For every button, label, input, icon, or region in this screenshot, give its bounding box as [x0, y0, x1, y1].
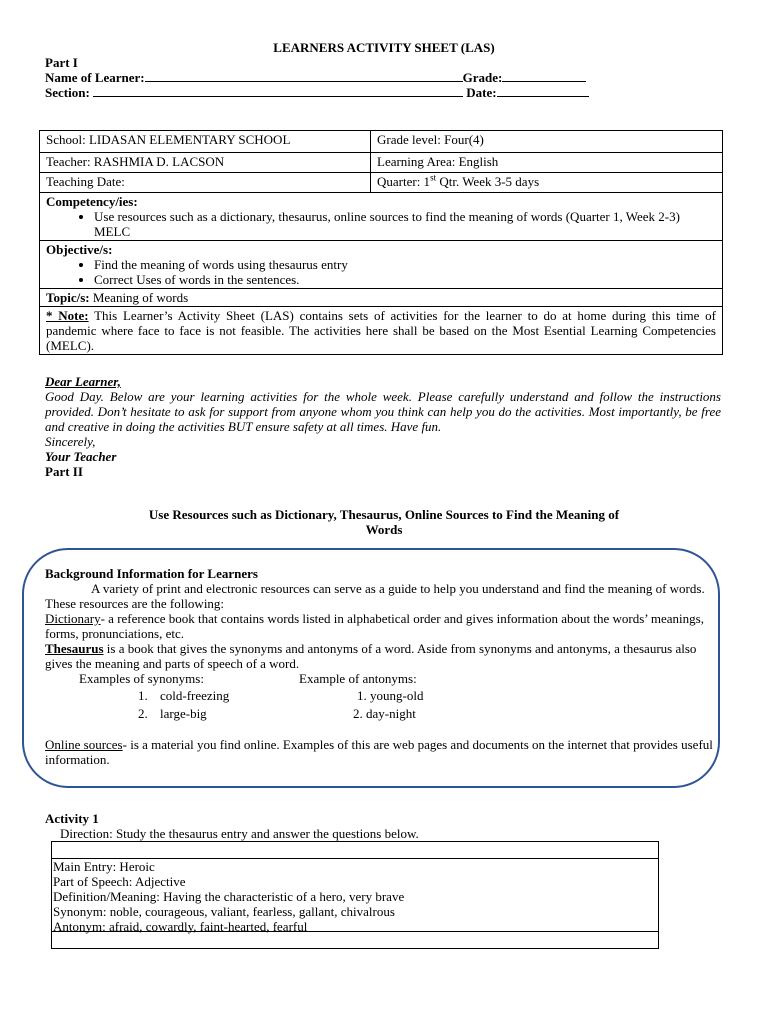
topic-value: Meaning of words [89, 290, 189, 305]
name-label: Name of Learner: [45, 70, 145, 85]
topic-cell [40, 289, 723, 307]
page-title: LEARNERS ACTIVITY SHEET (LAS) [273, 40, 495, 55]
section-blank[interactable] [93, 85, 463, 97]
name-blank[interactable] [145, 70, 463, 82]
competency-list [46, 209, 716, 239]
entry-line: Part of Speech: Adjective [53, 874, 186, 889]
synonyms-label: Examples of synonyms: [79, 671, 204, 686]
activity-direction: Direction: Study the thesaurus entry and answer the questions below. [60, 826, 419, 841]
entry-line: Main Entry: Heroic [53, 859, 155, 874]
part-two-label: Part II [45, 464, 83, 479]
letter-greeting: Dear Learner, [45, 374, 121, 389]
part-one-label: Part I [45, 55, 78, 70]
objective-list [46, 257, 716, 287]
note-label: * Note: [46, 308, 89, 323]
thesaurus-definition: Thesaurus is a book that gives the synonyms and antonyms of a word. Aside from synonyms and antonyms, a thesaurus also gives the meaning and parts of speech of a word. [45, 641, 697, 671]
thesaurus-entry [52, 859, 658, 934]
quarter-cell: Quarter: 1st Qtr. Week 3-5 days [371, 173, 723, 193]
section-date-row [45, 85, 589, 100]
teacher-cell: Teacher: RASHMIA D. LACSON [40, 153, 371, 173]
objective-cell [40, 241, 723, 289]
objective-item: • Find the meaning of words using thesaurus entry [94, 257, 716, 272]
letter-closing: Sincerely, [45, 434, 96, 449]
letter-to-learner [45, 374, 721, 479]
online-sources-definition: Online sources- is a material you find online. Examples of this are web pages and documents on the internet that provides useful information. [45, 737, 713, 767]
learning-area-cell: Learning Area: English [371, 153, 723, 173]
antonym-example: 2. day-night [353, 706, 416, 721]
topic-label: Topic/s: [46, 290, 90, 305]
entry-bottom-band [52, 931, 658, 932]
background-heading: Background Information for Learners [45, 566, 258, 581]
section-label: Section: [45, 85, 94, 100]
date-blank[interactable] [497, 85, 589, 97]
synonym-number: 2. [138, 706, 148, 721]
grade-level-cell: Grade level: Four(4) [371, 131, 723, 153]
online-sources-term: Online sources [45, 737, 123, 752]
school-info-table [39, 130, 723, 355]
example-row [45, 706, 715, 721]
competency-label: Competency/ies: [46, 194, 138, 209]
competency-cell [40, 193, 723, 241]
grade-label: Grade: [462, 70, 503, 85]
competency-item: • Use resources such as a dictionary, thesaurus, online sources to find the meaning of words (Quarter 1, Week 2-3) MELC [94, 209, 716, 239]
grade-blank[interactable] [502, 70, 586, 82]
examples-header [45, 671, 715, 686]
note-cell [40, 307, 723, 355]
thesaurus-term: Thesaurus [45, 641, 104, 656]
part-two-subtitle: Use Resources such as Dictionary, Thesaurus, Online Sources to Find the Meaning of Words [148, 507, 620, 537]
entry-line: Antonym: afraid, cowardly, faint-hearted, fearful [53, 919, 308, 934]
antonyms-label: Example of antonyms: [299, 671, 417, 686]
synonym-number: 1. [138, 688, 148, 703]
note-text: This Learner’s Activity Sheet (LAS) contains sets of activities for the learner to do at home during this time of pandemic where face to face is not feasible. The activities here shall be based on the Most Esential Learning Competencies (MELC). [46, 308, 716, 353]
objective-label: Objective/s: [46, 242, 113, 257]
synonym-example: large-big [160, 706, 207, 721]
objective-item: • Correct Uses of words in the sentences. [94, 272, 716, 287]
entry-line: Definition/Meaning: Having the characteristic of a hero, very brave [53, 889, 405, 904]
example-row [45, 688, 715, 703]
synonym-example: cold-freezing [160, 688, 230, 703]
antonym-example: 1. young-old [357, 688, 424, 703]
entry-top-band [52, 842, 658, 859]
date-label: Date: [463, 85, 497, 100]
dictionary-definition: Dictionary- a reference book that contains words listed in alphabetical order and gives information about the words’ meanings, forms, pronunciations, etc. [45, 611, 704, 641]
thesaurus-entry-box [51, 841, 659, 949]
activity-1 [45, 811, 419, 841]
activity-title: Activity 1 [45, 811, 99, 826]
name-grade-row [45, 70, 586, 85]
background-intro: A variety of print and electronic resources can serve as a guide to help you understand and find the meaning of words. These resources are the following: [45, 581, 705, 611]
entry-line: Synonym: noble, courageous, valiant, fearless, gallant, chivalrous [53, 904, 395, 919]
letter-body: Good Day. Below are your learning activities for the whole week. Please carefully understand and follow the instructions provided. Don’t hesitate to ask for support from anyone whom you think can help you do the activities. Most importantly, be free and creative in doing the activities BUT ensure safety at all times. Have fun. [45, 389, 721, 434]
teaching-date-cell: Teaching Date: [40, 173, 371, 193]
letter-signature: Your Teacher [45, 449, 117, 464]
dictionary-term: Dictionary [45, 611, 101, 626]
school-cell: School: LIDASAN ELEMENTARY SCHOOL [40, 131, 371, 153]
background-info [45, 566, 715, 767]
